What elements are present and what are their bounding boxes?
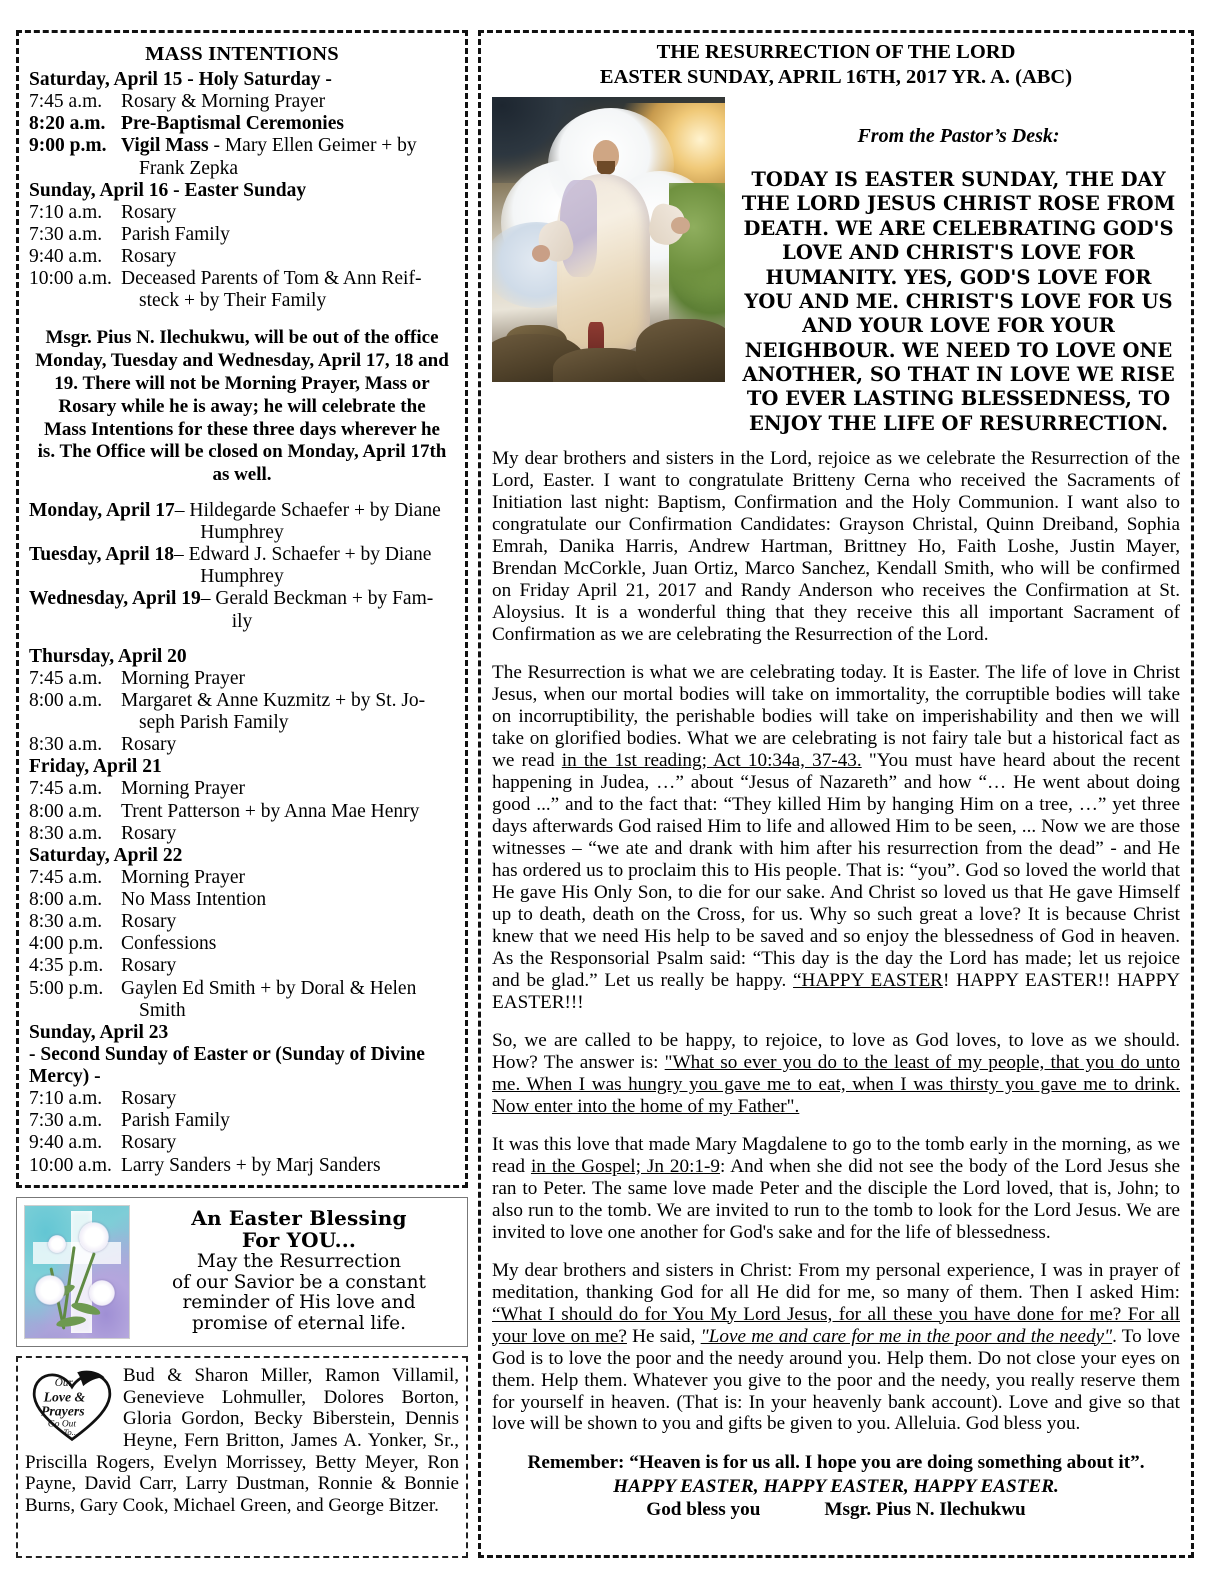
schedule-desc: No Mass Intention — [121, 889, 267, 911]
schedule-desc: Rosary — [121, 1132, 177, 1154]
schedule-saturday-sunday — [29, 69, 455, 312]
schedule-desc: Pre-Baptismal Ceremonies — [121, 113, 344, 135]
schedule-desc: Larry Sanders + by Marj Sanders — [121, 1154, 381, 1176]
spacer — [29, 312, 455, 325]
schedule-item — [29, 202, 455, 224]
schedule-desc: Confessions — [121, 933, 217, 955]
lily-flower — [35, 1275, 65, 1305]
easter-blessing-card — [16, 1197, 468, 1347]
weekday-day: Tuesday, April 18 — [29, 544, 175, 566]
pastor-letter-paragraph-3 — [492, 1030, 1180, 1118]
schedule-continuation: steck + by Their Family — [139, 290, 327, 312]
blessing-body-1: May the Resurrection — [196, 1250, 402, 1272]
schedule-time: 9:40 a.m. — [29, 1132, 103, 1154]
schedule-time: 9:40 a.m. — [29, 246, 103, 267]
schedule-time: 4:35 p.m. — [29, 955, 104, 977]
schedule-item — [29, 978, 455, 1000]
schedule-item — [29, 268, 455, 290]
schedule-time: 8:00 a.m. — [29, 800, 103, 822]
schedule-day-heading: Friday, April 21 — [29, 756, 162, 778]
schedule-desc: Parish Family — [121, 1110, 230, 1132]
schedule-desc: Rosary — [121, 734, 177, 756]
weekday-detail: – Hildegarde Schaefer + by Diane — [174, 499, 441, 521]
schedule-item — [29, 224, 455, 246]
schedule-item — [29, 668, 455, 690]
schedule-item — [29, 1088, 455, 1110]
schedule-continuation: Frank Zepka — [139, 157, 239, 179]
weekday-day: Monday, April 17 — [29, 499, 175, 521]
schedule-item — [29, 889, 455, 911]
schedule-time: 7:45 a.m. — [29, 866, 103, 888]
schedule-time: 8:20 a.m. — [29, 113, 106, 135]
scripture-reference-john: in the Gospel; Jn 20:1-9 — [530, 1155, 720, 1177]
weekday-intention-row — [29, 588, 455, 610]
svg-text:Prayers: Prayers — [41, 1403, 85, 1419]
christ-right-hand — [671, 217, 690, 234]
schedule-item — [29, 734, 455, 756]
schedule-time: 8:30 a.m. — [29, 911, 103, 933]
schedule-time: 10:00 a.m. — [29, 1154, 112, 1176]
schedule-time: 8:00 a.m. — [29, 689, 103, 711]
pastor-letter-paragraph-4 — [492, 1134, 1180, 1244]
love-and-prayers-heart-icon — [29, 1367, 115, 1443]
closing-signature-line — [492, 1498, 1180, 1521]
weekday-intention-row — [29, 500, 455, 522]
schedule-day-subheading: - Second Sunday of Easter or (Sunday of Divine — [29, 1043, 425, 1065]
rock — [636, 319, 725, 382]
para4-part-a: It was this love that made Mary Magdalene to go to the tomb early in the morning, as we read — [492, 1133, 1180, 1177]
para5-part-c: . To love God is to love the poor and the needy around you. Help them. Do not close your eyes on them. Help them. Whatever you give to the poor and the needy, you really reserve them for yourself in heaven. (That is: In your heavenly bank account). Love and give so that love will be shown to you and gifts be given to you. Alleluia. God bless you. — [492, 1325, 1180, 1435]
prayer-question-underlined: “What I should do for You My Lord Jesus, for all these you have done for me? For all your love on me? — [492, 1303, 1180, 1347]
schedule-item — [29, 933, 455, 955]
happy-easter-underlined: “HAPPY EASTER — [793, 969, 943, 991]
schedule-desc: Morning Prayer — [121, 866, 246, 888]
schedule-item — [29, 91, 455, 113]
from-the-pastors-desk-heading: From the Pastor’s Desk: — [857, 125, 1060, 147]
schedule-desc: Rosary — [121, 955, 177, 977]
easter-proclamation: TODAY IS EASTER SUNDAY, THE DAY THE LORD JESUS CHRIST ROSE FROM DEATH. WE ARE CELEBRATING GOD'S LOVE AND CHRIST'S LOVE FOR HUMANITY. YES, GOD'S LOVE FOR YOU AND ME. CHRIST'S LOVE FOR US AND YOUR LOVE FOR YOUR NEIGHBOUR. WE NEED TO LOVE ONE ANOTHER, SO THAT IN LOVE WE RISE TO EVER LASTING BLESSEDNESS, TO ENJOY THE LIFE OF RESURRECTION. — [741, 168, 1176, 435]
easter-blessing-text — [136, 1203, 462, 1341]
blessing-body-3: reminder of His love and — [182, 1292, 416, 1314]
weekday-intention-row — [29, 544, 455, 566]
closing-happy-easter-line: HAPPY EASTER, HAPPY EASTER, HAPPY EASTER. — [613, 1475, 1059, 1497]
lily-flower — [79, 1222, 109, 1252]
schedule-day-heading: Sunday, April 16 - Easter Sunday — [29, 179, 307, 201]
schedule-item — [29, 135, 455, 157]
schedule-item — [29, 1132, 455, 1154]
hero-text — [725, 97, 1180, 436]
pastor-letter-paragraph-1: My dear brothers and sisters in the Lord, rejoice as we celebrate the Resurrection of the Lord, Easter. I want to congratulate Britteny Cerna who received the Sacraments of Initiation last night: Baptism, Confirmation and the Holy Communion. I want also to congratulate our Confirmation Candidates: Grayson Christal, Quinn Dreiband, Sophia Emrah, Danika Harris, Andrew Hartman, Brittney Ho, Faith Loshe, Justin Mayer, Brendan McCorkle, Juan Ortiz, Marco Sanchez, Kendall Smith, who will be confirmed on Friday April 21, 2017 and Randy Anderson who receives the Confirmation at St. Aloysius. It is a wonderful thing that they receive this all important Sacrament of Confirmation as we are celebrating the Resurrection of the Lord. — [492, 448, 1180, 645]
schedule-time: 10:00 a.m. — [29, 268, 112, 290]
para4-part-b: : And when she did not see the body of the Lord Jesus she ran to Peter. The same love made Peter and the disciple the Lord loved, that is, John; to also run to the tomb. We are invited to run to the tomb to look for the Lord Jesus. We are invited to love one another for God's sake and for the life of blessedness. — [492, 1155, 1180, 1243]
schedule-week — [29, 646, 455, 1177]
easter-cross-lilies-icon — [24, 1205, 130, 1339]
schedule-item — [29, 113, 455, 135]
schedule-time: 5:00 p.m. — [29, 977, 104, 999]
schedule-desc: Morning Prayer — [121, 778, 246, 800]
schedule-time: 7:45 a.m. — [29, 667, 103, 689]
schedule-item — [29, 246, 455, 268]
schedule-desc: Parish Family — [121, 223, 230, 245]
schedule-desc: Margaret & Anne Kuzmitz + by St. Jo- — [121, 689, 426, 711]
para5-part-a: My dear brothers and sisters in Christ: From my personal experience, I was in prayer of meditation, thanking God for all He did for me, so many of them. Then I asked Him: — [492, 1259, 1180, 1303]
lily-flower — [48, 1235, 66, 1253]
lords-reply-quote: "Love me and care for me in the poor and the needy" — [700, 1325, 1113, 1347]
schedule-time: 8:00 a.m. — [29, 889, 103, 911]
para2-part-a: The Resurrection is what we are celebrating today. It is Easter. The life of love in Christ Jesus, when our mortal bodies will take on immortality, the corruptible bodies will take on incorruptibility, the perishable bodies will take on imperishability and then we will take on glorified bodies. What we are celebrating is not fairy tale but a historical fact as we read — [492, 661, 1180, 771]
pastor-absence-notice: Msgr. Pius N. Ilechukwu, will be out of the office Monday, Tuesday and Wednesday, April 17, 18 and 19. There will not be Morning Prayer, Mass or Rosary while he is away; he will celebrate the Mass Intentions for these three days wherever he is. The Office will be closed on Monday, April 17th as well. — [35, 327, 449, 486]
schedule-time: 7:45 a.m. — [29, 91, 103, 113]
schedule-item — [29, 867, 455, 889]
schedule-item — [29, 1110, 455, 1132]
schedule-item — [29, 1155, 455, 1177]
weekday-continuation: Humphrey — [200, 566, 284, 588]
weekday-continuation: Humphrey — [200, 522, 284, 544]
para3-part-a: So, we are called to be happy, to rejoice, to love as God loves, to love as we should. How? The answer is: — [492, 1029, 1180, 1073]
para5-part-b: He said, — [626, 1325, 701, 1347]
schedule-day-subheading: Mercy) - — [29, 1066, 101, 1088]
schedule-desc: Gaylen Ed Smith + by Doral & Helen — [121, 977, 417, 999]
schedule-time: 4:00 p.m. — [29, 933, 104, 955]
schedule-item — [29, 690, 455, 712]
schedule-desc-bold: Vigil Mass — [121, 135, 209, 157]
hero-section — [492, 97, 1180, 436]
blessing-body-4: promise of eternal life. — [192, 1312, 406, 1334]
risen-christ-image — [492, 97, 725, 382]
schedule-day-heading: Saturday, April 22 — [29, 844, 183, 866]
svg-text:Our: Our — [54, 1377, 73, 1390]
svg-text:Love &: Love & — [43, 1389, 86, 1405]
mass-intentions-title: MASS INTENTIONS — [145, 43, 339, 65]
schedule-day-heading: Saturday, April 15 - Holy Saturday - — [29, 69, 332, 90]
blessing-body-2: of our Savior be a constant — [172, 1271, 426, 1293]
schedule-desc: Rosary — [121, 201, 177, 223]
bulletin-title-line-1: THE RESURRECTION OF THE LORD — [656, 41, 1016, 63]
schedule-time: 7:30 a.m. — [29, 223, 103, 245]
closing-remember-line: Remember: “Heaven is for us all. I hope you are doing something about it”. — [527, 1452, 1145, 1474]
weekday-day: Wednesday, April 19 — [29, 588, 201, 610]
bulletin-title-line-2: EASTER SUNDAY, APRIL 16TH, 2017 YR. A. (ABC) — [599, 66, 1073, 88]
schedule-desc: Trent Patterson + by Anna Mae Henry — [121, 800, 420, 822]
blessing-headline-2: For YOU... — [241, 1228, 357, 1253]
schedule-time: 9:00 p.m. — [29, 135, 107, 157]
weekday-detail: – Edward J. Schaefer + by Diane — [174, 544, 432, 566]
weekday-intentions — [29, 500, 455, 633]
schedule-desc: Deceased Parents of Tom & Ann Reif- — [121, 268, 422, 290]
right-column — [478, 30, 1194, 1558]
green-shrub — [669, 183, 725, 331]
schedule-item — [29, 823, 455, 845]
mass-intentions-box — [16, 30, 468, 1188]
schedule-desc: Rosary — [121, 246, 177, 267]
bulletin-title — [492, 40, 1180, 90]
schedule-time: 7:45 a.m. — [29, 778, 103, 800]
schedule-day-heading: Thursday, April 20 — [29, 645, 187, 667]
svg-text:Go Out: Go Out — [47, 1419, 77, 1430]
schedule-desc: Rosary — [121, 822, 177, 844]
lily-flower — [89, 1280, 115, 1306]
schedule-desc: Rosary & Morning Prayer — [121, 91, 326, 113]
schedule-item — [29, 955, 455, 977]
schedule-item — [29, 911, 455, 933]
pastor-letter-paragraph-5 — [492, 1260, 1180, 1436]
schedule-desc: - Mary Ellen Geimer + by — [208, 135, 417, 157]
schedule-time: 8:30 a.m. — [29, 734, 103, 756]
closing-block — [492, 1451, 1180, 1520]
pastor-signature: Msgr. Pius N. Ilechukwu — [824, 1498, 1026, 1520]
schedule-item — [29, 801, 455, 823]
schedule-desc: Rosary — [121, 911, 177, 933]
scripture-reference-acts: in the 1st reading; Act 10:34a, 37-43. — [561, 749, 862, 771]
weekday-continuation: ily — [231, 610, 253, 632]
schedule-time: 7:10 a.m. — [29, 1088, 103, 1110]
blessing-headline-1: An Easter Blessing — [191, 1206, 407, 1230]
god-bless-you-text: God bless you — [646, 1498, 761, 1520]
schedule-time: 8:30 a.m. — [29, 822, 103, 844]
schedule-desc: Rosary — [121, 1088, 177, 1110]
schedule-time: 7:30 a.m. — [29, 1110, 103, 1132]
prayer-names-list: Bud & Sharon Miller, Ramon Villamil, Genevieve Lohmuller, Dolores Borton, Gloria Gordon, Becky Biberstein, Dennis Heyne, Fern Britton, James A. Yonker, Sr., Priscilla Rogers, Evelyn Morrissey, Betty Meyer, Ron Payne, David Carr, Larry Dustman, Ronnie & Bonnie Burns, Gary Cook, Michael Green, and George Bitzer. — [25, 1365, 459, 1516]
schedule-continuation: Smith — [139, 999, 186, 1021]
schedule-item — [29, 778, 455, 800]
schedule-time: 7:10 a.m. — [29, 201, 103, 223]
para2-part-b: "You must have heard about the recent happening in Judea, …” about “Jesus of Nazareth” and how “… He went about doing good ...” and to the fact that: “They killed Him by hanging Him on a tree, …” yet three days afterwards God raised Him to life and allowed Him to be seen, ... Now we are those witnesses – “we ate and drank with him after his resurrection from the dead” - and He has ordered us to proclaim this to His people. That is: “you”. God so loved the world that He gave His Only Son, to die for our sake. And Christ so loved us that He gave Himself up to death, death on the Cross, for us. Why so such great a love? It is because Christ knew that we need His help to be saved and so enjoy the blessedness of God in heaven. As the Responsorial Psalm said: “This day is the day the Lord has made; let us rejoice and be glad.” Let us really be happy. — [492, 749, 1180, 991]
spacer — [29, 487, 455, 500]
schedule-desc: Morning Prayer — [121, 667, 246, 689]
scripture-quote-least-of-my-people: "What so ever you do to the least of my people, that you do unto me. When I was hungry you gave me to eat, when I was thirsty you gave me to drink. Now enter into the home of my Father". — [492, 1051, 1180, 1117]
para2-part-c: ! HAPPY EASTER!! HAPPY EASTER!!! — [492, 969, 1180, 1013]
schedule-day-heading: Sunday, April 23 — [29, 1021, 169, 1043]
svg-text:To...: To... — [63, 1427, 79, 1438]
weekday-detail: – Gerald Beckman + by Fam- — [200, 588, 434, 610]
schedule-continuation: seph Parish Family — [139, 712, 289, 734]
spacer — [29, 633, 455, 646]
prayer-list-box — [16, 1356, 468, 1558]
left-column — [16, 30, 468, 1558]
pastor-letter-paragraph-2 — [492, 662, 1180, 1014]
